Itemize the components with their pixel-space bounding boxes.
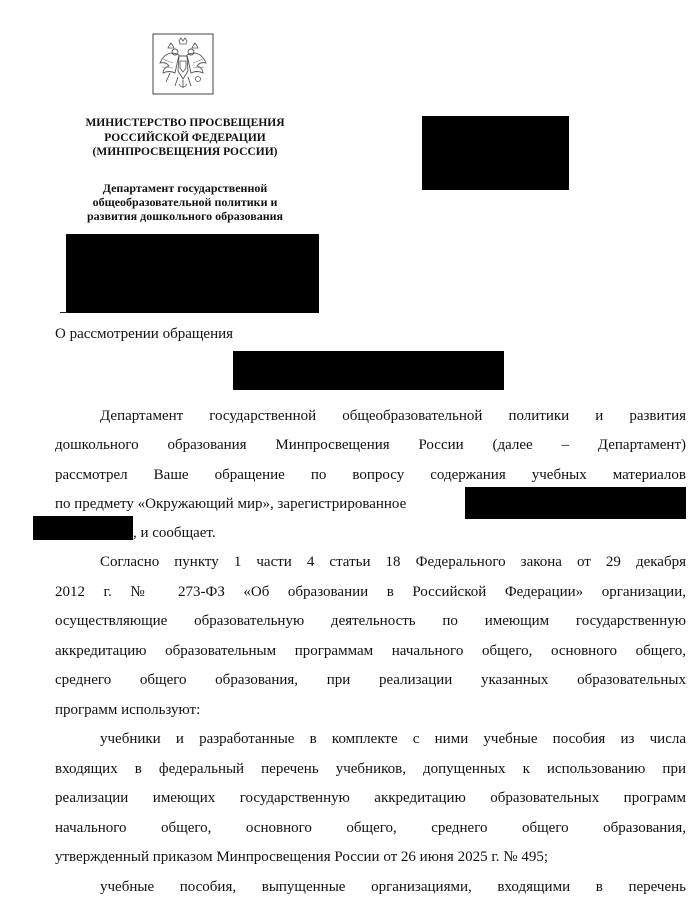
body-line: Согласно пункту 1 части 4 статьи 18 Федерального закона от 29 декабря: [100, 554, 686, 570]
ministry-name: [40, 116, 330, 160]
body-line: утвержденный приказом Минпросвещения России от 26 июня 2025 г. № 495;: [55, 849, 549, 865]
body-line: , и сообщает.: [133, 525, 216, 541]
department-line: развития дошкольного образования: [86, 209, 284, 223]
redacted-registration: [465, 487, 686, 519]
body-line: входящих в федеральный перечень учебников, допущенных к использованию при: [55, 761, 686, 777]
ministry-line: (МИНПРОСВЕЩЕНИЯ РОССИИ): [92, 146, 278, 158]
body-line: аккредитацию образовательным программам начального общего, основного общего,: [55, 643, 686, 659]
department-line: общеобразовательной политики и: [92, 195, 278, 209]
department-line: Департамент государственной: [102, 181, 268, 195]
body-line: 2012 г. № 273-ФЗ «Об образовании в Российской Федерации» организации,: [55, 584, 686, 600]
body-line: начального общего, основного общего, среднего общего образования,: [55, 820, 686, 836]
department-name: [40, 181, 330, 223]
redacted-recipient: [233, 351, 504, 390]
body-line: учебные пособия, выпущенные организациями, входящими в перечень: [100, 879, 686, 895]
ministry-line: МИНИСТЕРСТВО ПРОСВЕЩЕНИЯ: [85, 117, 285, 129]
coat-of-arms-icon: [152, 33, 214, 95]
body-line: реализации имеющих государственную аккредитацию образовательных программ: [55, 790, 686, 806]
signature-line: [60, 312, 68, 313]
body-line: по предмету «Окружающий мир», зарегистрированное: [55, 496, 407, 512]
body-line: программ используют:: [55, 702, 201, 718]
redacted-date-number: [66, 234, 319, 313]
body-line: осуществляющие образовательную деятельность по имеющим государственную: [55, 613, 686, 629]
body-line: дошкольного образования Минпросвещения России (далее – Департамент): [55, 437, 686, 453]
body-line: среднего общего образования, при реализации указанных образовательных: [55, 672, 686, 688]
body-line: учебники и разработанные в комплекте с ними учебные пособия из числа: [100, 731, 686, 747]
redacted-registration-date: [33, 516, 133, 540]
subject-line: О рассмотрении обращения: [55, 326, 234, 342]
redacted-addressee: [422, 116, 569, 190]
body-line: Департамент государственной общеобразовательной политики и развития: [100, 408, 686, 424]
ministry-line: РОССИЙСКОЙ ФЕДЕРАЦИИ: [104, 131, 266, 144]
body-line: рассмотрел Ваше обращение по вопросу содержания учебных материалов: [55, 467, 686, 483]
